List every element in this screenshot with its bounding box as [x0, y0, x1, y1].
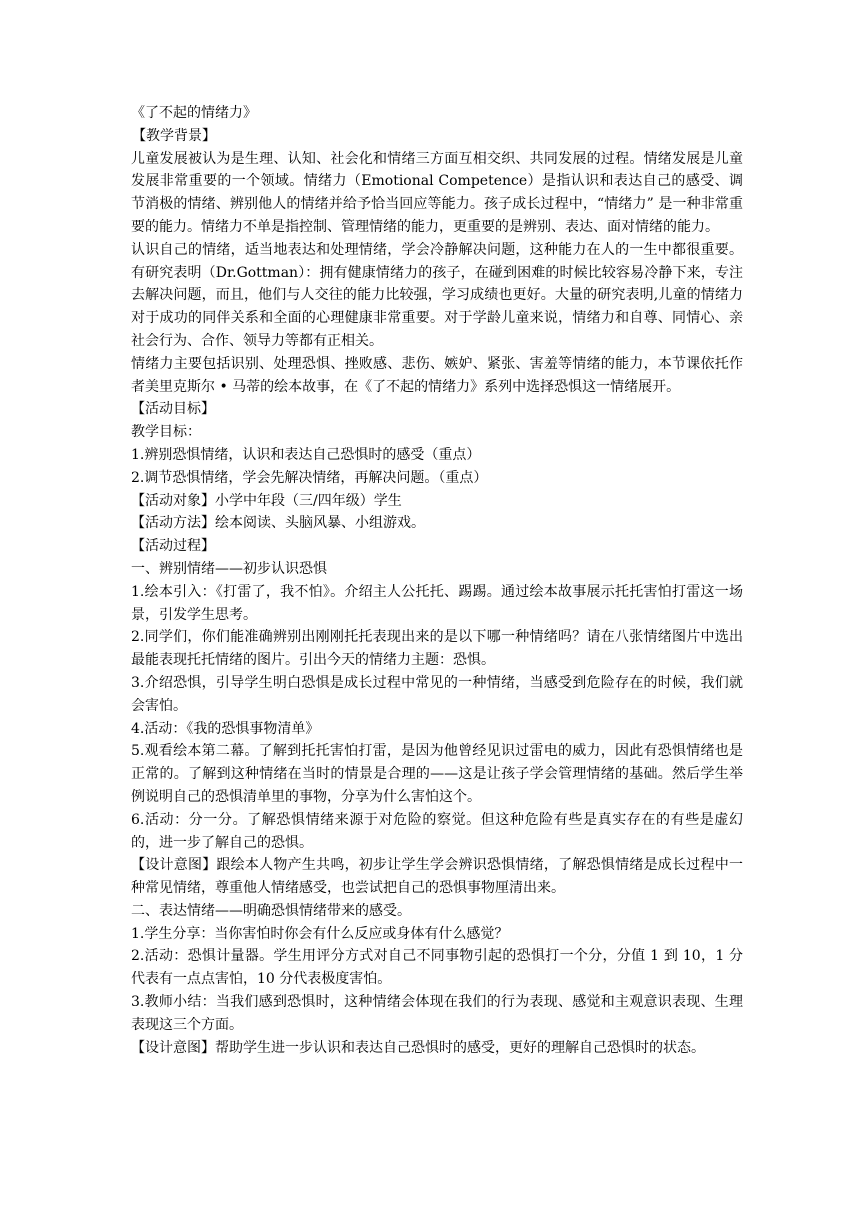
process-item: 3.介绍恐惧，引导学生明白恐惧是成长过程中常见的一种情绪，当感受到危险存在的时候，我们就会害怕。 — [131, 674, 743, 714]
background-paragraph-3: 情绪力主要包括识别、处理恐惧、挫败感、悲伤、嫉妒、紧张、害羞等情绪的能力，本节课依托作者美里克斯尔 • 马蒂的绘本故事，在《了不起的情绪力》系列中选择恐惧这一情绪展开。 — [131, 355, 743, 395]
section-heading: 二、表达情绪——明确恐惧情绪带来的感受。 — [131, 902, 411, 919]
document-page — [131, 102, 743, 1059]
section-heading: 一、辨别情绪——初步认识恐惧 — [131, 560, 327, 577]
activity-target: 【活动对象】小学中年段（三/四年级）学生 — [131, 492, 402, 509]
process-item: 1.学生分享：当你害怕时你会有什么反应或身体有什么感觉？ — [131, 925, 509, 942]
goal-item: 2.调节恐惧情绪，学会先解决情绪，再解决问题。（重点） — [131, 469, 488, 486]
process-item: 3.教师小结：当我们感到恐惧时，这种情绪会体现在我们的行为表现、感觉和主观意识表现、生理表现这三个方面。 — [131, 994, 743, 1033]
process-item: 2.同学们，你们能准确辨别出刚刚托托表现出来的是以下哪一种情绪吗？请在八张情绪图片中选出最能表现托托情绪的图片。引出今天的情绪力主题：恐惧。 — [131, 629, 743, 669]
design-intent: 【设计意图】跟绘本人物产生共鸣，初步让学生学会辨识恐惧情绪，了解恐惧情绪是成长过程中一种常见情绪，尊重他人情绪感受，也尝试把自己的恐惧事物厘清出来。 — [131, 857, 743, 897]
process-item: 6.活动：分一分。了解恐惧情绪来源于对危险的察觉。但这种危险有些是真实存在的有些是虚幻的，进一步了解自己的恐惧。 — [131, 811, 743, 851]
heading-activity-process: 【活动过程】 — [131, 538, 215, 555]
heading-activity-goals: 【活动目标】 — [131, 401, 215, 418]
goal-item: 1.辨别恐惧情绪，认识和表达自己恐惧时的感受（重点） — [131, 446, 481, 463]
process-item: 5.观看绘本第二幕。了解到托托害怕打雷，是因为他曾经见识过雷电的威力，因此有恐惧情绪也是正常的。了解到这种情绪在当时的情景是合理的——这是让孩子学会管理情绪的基础。然后学生举例说明自己的恐惧清单里的事物，分享为什么害怕这个。 — [131, 743, 743, 805]
document-title: 《了不起的情绪力》 — [131, 105, 257, 121]
design-intent: 【设计意图】帮助学生进一步认识和表达自己恐惧时的感受，更好的理解自己恐惧时的状态。 — [131, 1039, 705, 1056]
activity-method: 【活动方法】绘本阅读、头脑风暴、小组游戏。 — [131, 515, 425, 532]
goals-label: 教学目标： — [131, 424, 201, 441]
background-paragraph-2: 认识自己的情绪，适当地表达和处理情绪，学会冷静解决问题，这种能力在人的一生中都很重要。有研究表明（Dr.Gottman）：拥有健康情绪力的孩子，在碰到困难的时候比较容易冷静下来，专注去解决问题，而且，他们与人交往的能力比较强，学习成绩也更好。大量的研究表明,儿童的情绪力对于成功的同伴关系和全面的心理健康非常重要。对于学龄儿童来说，情绪力和自尊、同情心、亲社会行为、合作、领导力等都有正相关。 — [131, 241, 743, 349]
process-item: 4.活动：《我的恐惧事物清单》 — [131, 720, 320, 737]
process-item: 2.活动：恐惧计量器。学生用评分方式对自己不同事物引起的恐惧打一个分，分值 1 到 10，1 分代表有一点点害怕，10 分代表极度害怕。 — [131, 948, 743, 988]
heading-teaching-background: 【教学背景】 — [132, 127, 216, 144]
background-paragraph-1: 儿童发展被认为是生理、认知、社会化和情绪三方面互相交织、共同发展的过程。情绪发展是儿童发展非常重要的一个领域。情绪力（Emotional Competence）是指认识和表达自己的感受、调节消极的情绪、辨别他人的情绪并给予恰当回应等能力。孩子成长过程中，“情绪力” 是一种非常重要的能力。情绪力不单是指控制、管理情绪的能力，更重要的是辨别、表达、面对情绪的能力。 — [131, 150, 743, 235]
process-item: 1.绘本引入：《打雷了，我不怕》。介绍主人公托托、踢踢。通过绘本故事展示托托害怕打雷这一场景，引发学生思考。 — [131, 583, 743, 623]
